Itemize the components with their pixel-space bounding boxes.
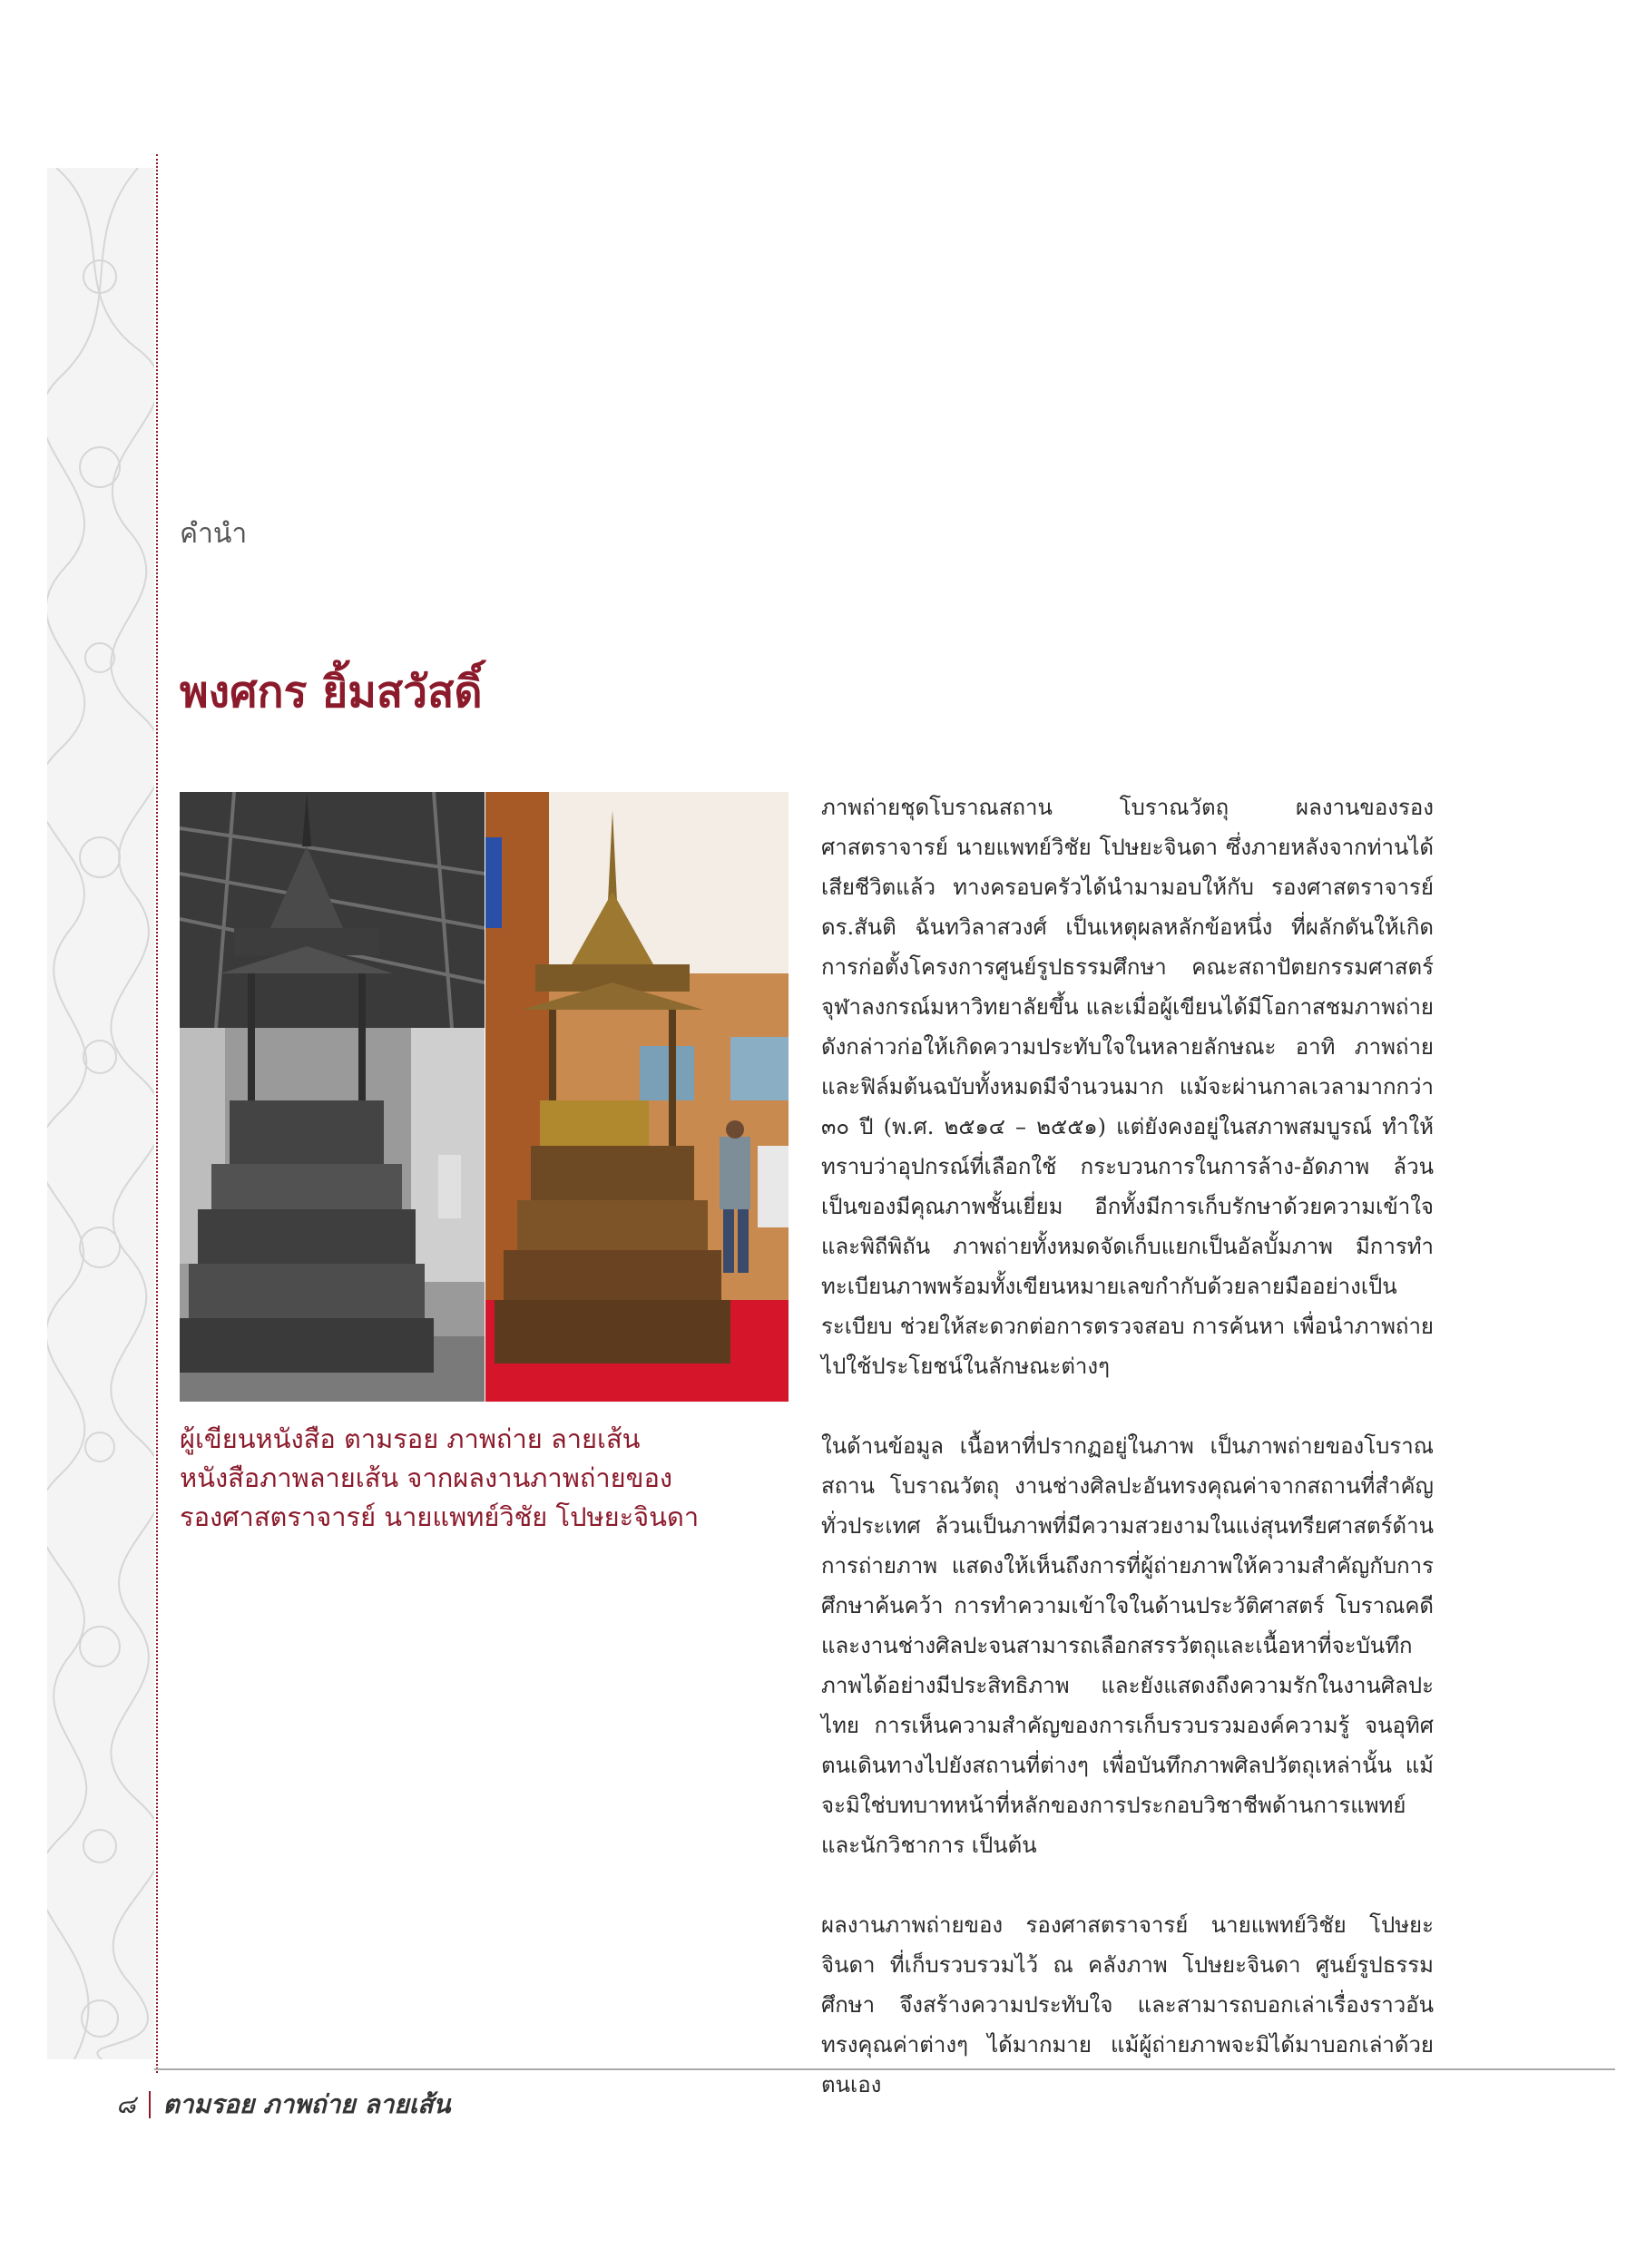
page-number: ๘ <box>116 2089 136 2119</box>
photo-caption <box>180 1420 715 1537</box>
section-label: คำนำ <box>180 518 248 550</box>
paragraph: ผลงานภาพถ่ายของ รองศาสตราจารย์ นายแพทย์วิชัย โปษยะจินดา ที่เก็บรวบรวมไว้ ณ คลังภาพ โปษยะจินดา ศูนย์รูปธรรมศึกษา จึงสร้างความประทับใจ และสามารถบอกเล่าเรื่องราวอันทรงคุณค่าต่างๆ ได้มากมาย แม้ผู้ถ่ายภาพจะมิได้มาบอกเล่าด้วยตนเอง <box>821 1912 1434 2097</box>
caption-line: รองศาสตราจารย์ นายแพทย์วิชัย โปษยะจินดา <box>180 1501 700 1532</box>
caption-line: ผู้เขียนหนังสือ ตามรอย ภาพถ่าย ลายเส้น <box>180 1423 641 1454</box>
author-name: พงศกร ยิ้มสวัสดิ์ <box>180 667 483 718</box>
caption-line: หนังสือภาพลายเส้น จากผลงานภาพถ่ายของ <box>180 1462 673 1493</box>
paragraph: ภาพถ่ายชุดโบราณสถาน โบราณวัตถุ ผลงานของรองศาสตราจารย์ นายแพทย์วิชัย โปษยะจินดา ซึ่งภายหลังจากท่านได้เสียชีวิตแล้ว ทางครอบครัวได้นำมามอบให้กับ รองศาสตราจารย์ ดร.สันติ ฉันทวิลาสวงศ์ เป็นเหตุผลหลักข้อหนึ่ง ที่ผลักดันให้เกิดการก่อตั้งโครงการศูนย์รูปธรรมศึกษา คณะสถาปัตยกรรมศาสตร์ จุฬาลงกรณ์มหาวิทยาลัยขึ้น และเมื่อผู้เขียนได้มีโอกาสชมภาพถ่ายดังกล่าวก่อให้เกิดความประทับใจในหลายลักษณะ อาทิ ภาพถ่ายและฟิล์มต้นฉบับทั้งหมดมีจำนวนมาก แม้จะผ่านกาลเวลามากกว่า ๓๐ ปี (พ.ศ. ๒๕๑๔ – ๒๕๕๑) แต่ยังคงอยู่ในสภาพสมบูรณ์ ทำให้ทราบว่าอุปกรณ์ที่เลือกใช้ กระบวนการในการล้าง-อัดภาพ ล้วนเป็นของมีคุณภาพชั้นเยี่ยม อีกทั้งมีการเก็บรักษาด้วยความเข้าใจและพิถีพิถัน ภาพถ่ายทั้งหมดจัดเก็บแยกเป็นอัลบั้มภาพ มีการทำทะเบียนภาพพร้อมทั้งเขียนหมายเลขกำกับด้วยลายมืออย่างเป็นระเบียบ ช่วยให้สะดวกต่อการตรวจสอบ การค้นหา เพื่อนำภาพถ่ายไปใช้ประโยชน์ในลักษณะต่างๆ <box>821 795 1434 1379</box>
decorative-thai-pattern-border <box>47 168 154 2059</box>
footer-rule <box>154 2068 1615 2070</box>
body-text <box>821 787 1434 2145</box>
footer-separator <box>149 2091 151 2118</box>
margin-dotted-rule <box>156 154 158 2073</box>
book-title: ตามรอย ภาพถ่าย ลายเส้น <box>162 2089 451 2119</box>
photo-black-white-pavilion <box>180 792 485 1402</box>
paragraph: ในด้านข้อมูล เนื้อหาที่ปรากฏอยู่ในภาพ เป็นภาพถ่ายของโบราณสถาน โบราณวัตถุ งานช่างศิลปะอันทรงคุณค่าจากสถานที่สำคัญทั่วประเทศ ล้วนเป็นภาพที่มีความสวยงามในแง่สุนทรียศาสตร์ด้านการถ่ายภาพ แสดงให้เห็นถึงการที่ผู้ถ่ายภาพให้ความสำคัญกับการศึกษาค้นคว้า การทำความเข้าใจในด้านประวัติศาสตร์ โบราณคดี และงานช่างศิลปะจนสามารถเลือกสรรวัตถุและเนื้อหาที่จะบันทึกภาพได้อย่างมีประสิทธิภาพ และยังแสดงถึงความรักในงานศิลปะไทย การเห็นความสำคัญของการเก็บรวบรวมองค์ความรู้ จนอุทิศตนเดินทางไปยังสถานที่ต่างๆ เพื่อบันทึกภาพศิลปวัตถุเหล่านั้น แม้จะมิใช่บทบาทหน้าที่หลักของการประกอบวิชาชีพด้านการแพทย์ และนักวิชาการ เป็นต้น <box>821 1433 1434 1858</box>
photo-color-pavilion <box>485 792 789 1402</box>
page-footer <box>116 2085 451 2125</box>
